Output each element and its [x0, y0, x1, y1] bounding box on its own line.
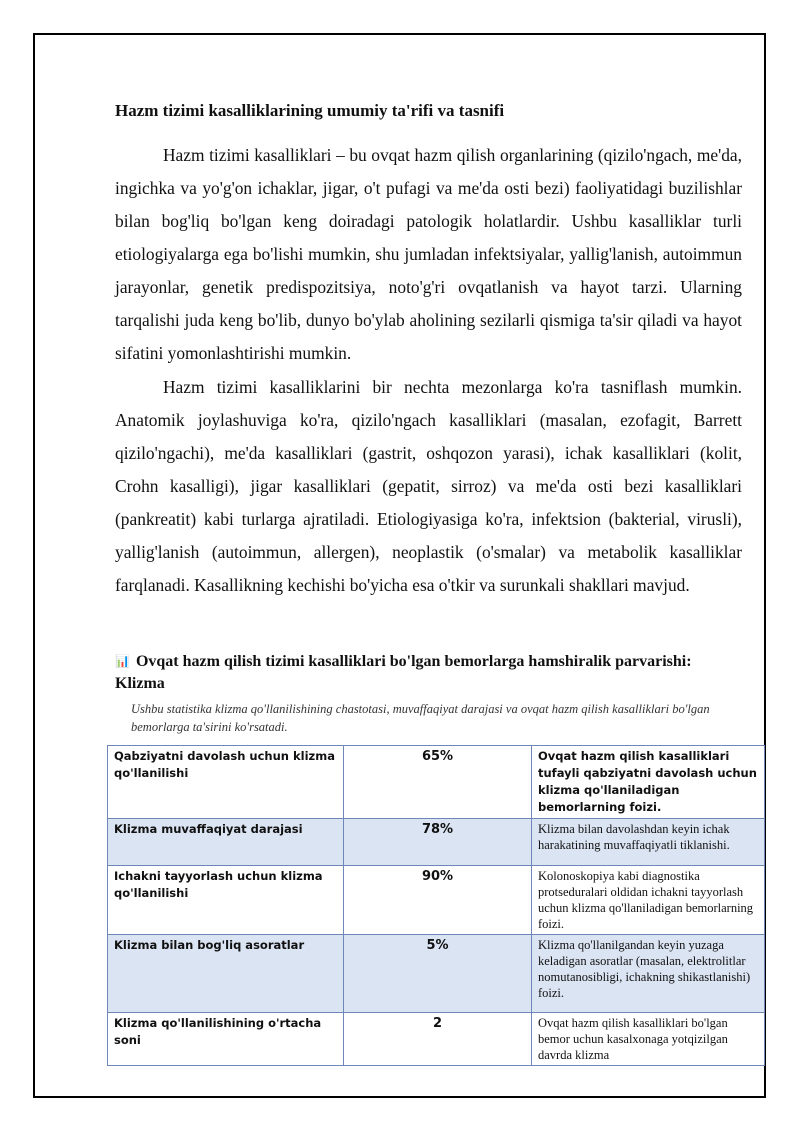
stats-table [107, 745, 765, 1066]
stat-name: Klizma qo'llanilishining o'rtacha soni [108, 1013, 344, 1066]
section-heading: Hazm tizimi kasalliklarining umumiy ta'rifi va tasnifi [115, 101, 505, 120]
stat-name: Ichakni tayyorlash uchun klizma qo'llanilishi [108, 866, 344, 935]
table-row [108, 746, 765, 819]
paragraph-text: Hazm tizimi kasalliklari – bu ovqat hazm qilish organlarining (qizilo'ngach, me'da, ingichka va yo'g'on ichaklar, jigar, o't pufagi va me'da osti bezi) faoliyatidagi buzilishlar bilan bog'liq bo'lgan keng doiradagi patologik holatlardir. Ushbu kasalliklar turli etiologiyalarga ega bo'lishi mumkin, shu jumladan infektsiyalar, yallig'lanish, autoimmun jarayonlar, genetik predispozitsiya, noto'g'ri ovqatlanish va hayot tarzi. Ularning tarqalishi juda keng bo'lib, dunyo bo'ylab aholining sezilarli qismiga ta'sir qiladi va hayot sifatini yomonlashtirishi mumkin. [115, 145, 742, 363]
paragraph [115, 139, 742, 370]
stats-title-text: Ovqat hazm qilish tizimi kasalliklari bo'lgan bemorlarga hamshiralik parvarishi: Klizma [115, 653, 692, 692]
stat-value: 65% [344, 746, 532, 819]
stat-name: Qabziyatni davolash uchun klizma qo'llanilishi [108, 746, 344, 819]
table-row [108, 935, 765, 1013]
stat-description: Ovqat hazm qilish kasalliklari bo'lgan bemor uchun kasalxonaga yotqizilgan davrda klizma [532, 1013, 765, 1066]
stats-section-title [115, 650, 742, 695]
stat-value: 90% [344, 866, 532, 935]
table-row [108, 819, 765, 866]
stat-value: 2 [344, 1013, 532, 1066]
stat-description: Kolonoskopiya kabi diagnostika protseduralari oldidan ichakni tayyorlash uchun klizma qo'llaniladigan bemorlarning foizi. [532, 866, 765, 935]
stat-description: Klizma bilan davolashdan keyin ichak harakatining muvaffaqiyatli tiklanishi. [532, 819, 765, 866]
stat-value: 5% [344, 935, 532, 1013]
table-row [108, 1013, 765, 1066]
stat-description: Klizma qo'llanilgandan keyin yuzaga keladigan asoratlar (masalan, elektrolitlar nomutanosibligi, ichakning shikastlanishi) foizi. [532, 935, 765, 1013]
stat-name: Klizma bilan bog'liq asoratlar [108, 935, 344, 1013]
stats-caption: Ushbu statistika klizma qo'llanilishining chastotasi, muvaffaqiyat darajasi va ovqat hazm qilish kasalliklari bo'lgan bemorlarga ta'sirini ko'rsatadi. [131, 702, 710, 734]
table-row [108, 866, 765, 935]
stat-name: Klizma muvaffaqiyat darajasi [108, 819, 344, 866]
stat-description: Ovqat hazm qilish kasalliklari tufayli qabziyatni davolash uchun klizma qo'llaniladigan bemorlarning foizi. [532, 746, 765, 819]
paragraph [115, 371, 742, 602]
bar-chart-icon: 📊 [115, 654, 130, 668]
stat-value: 78% [344, 819, 532, 866]
paragraph-text: Hazm tizimi kasalliklarini bir nechta mezonlarga ko'ra tasniflash mumkin. Anatomik joylashuviga ko'ra, qizilo'ngach kasalliklari (masalan, ezofagit, Barrett qizilo'ngachi), me'da kasalliklari (gastrit, oshqozon yarasi), ichak kasalliklari (kolit, Crohn kasalligi), jigar kasalliklari (gepatit, sirroz) va me'da osti bezi kasalliklari (pankreatit) kabi turlarga ajratiladi. Etiologiyasiga ko'ra, infektsion (bakterial, virusli), yallig'lanish (autoimmun, allergen), neoplastik (o'smalar) va metabolik kasalliklar farqlanadi. Kasallikning kechishi bo'yicha esa o'tkir va surunkali shakllari mavjud. [115, 377, 742, 595]
